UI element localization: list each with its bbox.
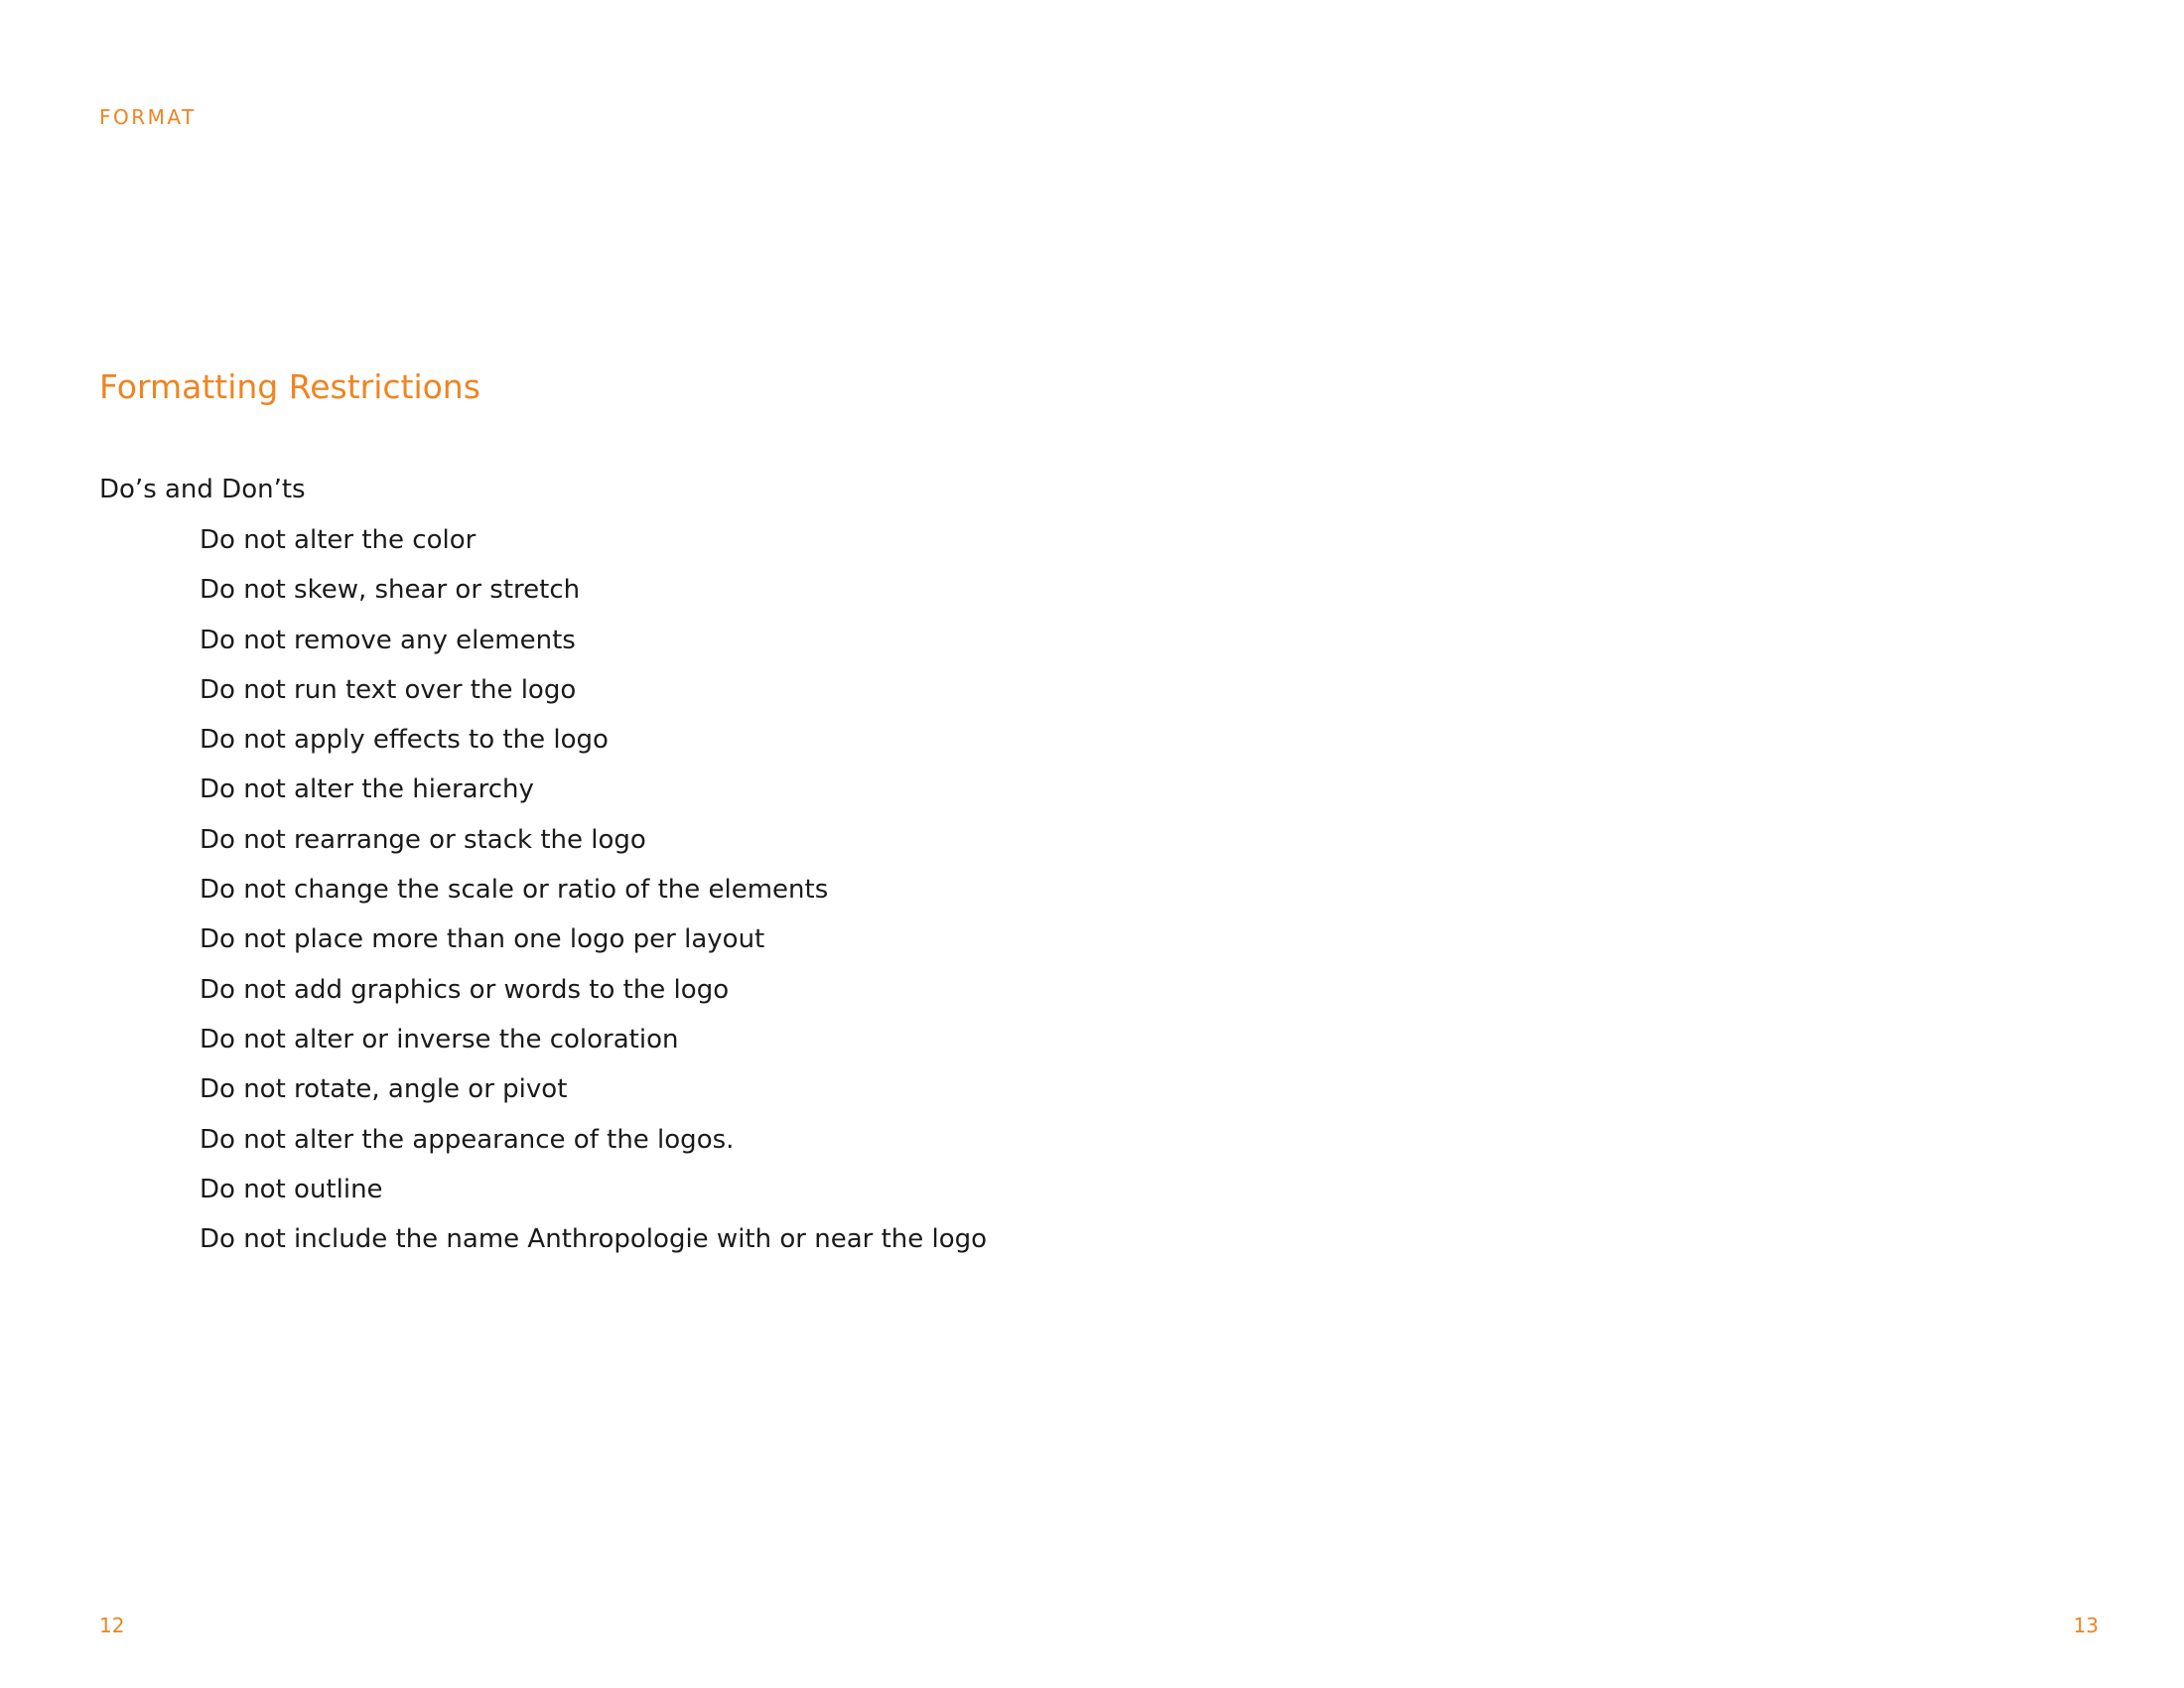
rule-item: Do not alter the color <box>200 525 477 555</box>
rule-item: Do not outline <box>200 1174 383 1204</box>
rule-item: Do not rotate, angle or pivot <box>200 1074 568 1105</box>
rule-item: Do not skew, shear or stretch <box>200 575 581 606</box>
section-label: FORMAT <box>99 105 197 129</box>
rule-item: Do not alter or inverse the coloration <box>200 1024 679 1055</box>
rule-item: Do not add graphics or words to the logo <box>200 974 730 1005</box>
rule-item: Do not alter the appearance of the logos. <box>200 1124 735 1155</box>
page-number-right: 13 <box>2073 1614 2099 1637</box>
rule-item: Do not rearrange or stack the logo <box>200 824 646 855</box>
rule-item: Do not apply effects to the logo <box>200 725 609 756</box>
rule-item: Do not remove any elements <box>200 625 576 655</box>
rule-item: Do not run text over the logo <box>200 674 577 705</box>
page-number-left: 12 <box>99 1614 125 1637</box>
rule-item: Do not place more than one logo per layout <box>200 924 765 955</box>
rule-item: Do not change the scale or ratio of the elements <box>200 875 829 906</box>
rule-item: Do not include the name Anthropologie with or near the logo <box>200 1224 988 1255</box>
list-heading: Do’s and Don’ts <box>99 475 306 504</box>
rules-list <box>200 523 987 1272</box>
page-title: Formatting Restrictions <box>99 367 480 406</box>
rule-item: Do not alter the hierarchy <box>200 774 534 805</box>
